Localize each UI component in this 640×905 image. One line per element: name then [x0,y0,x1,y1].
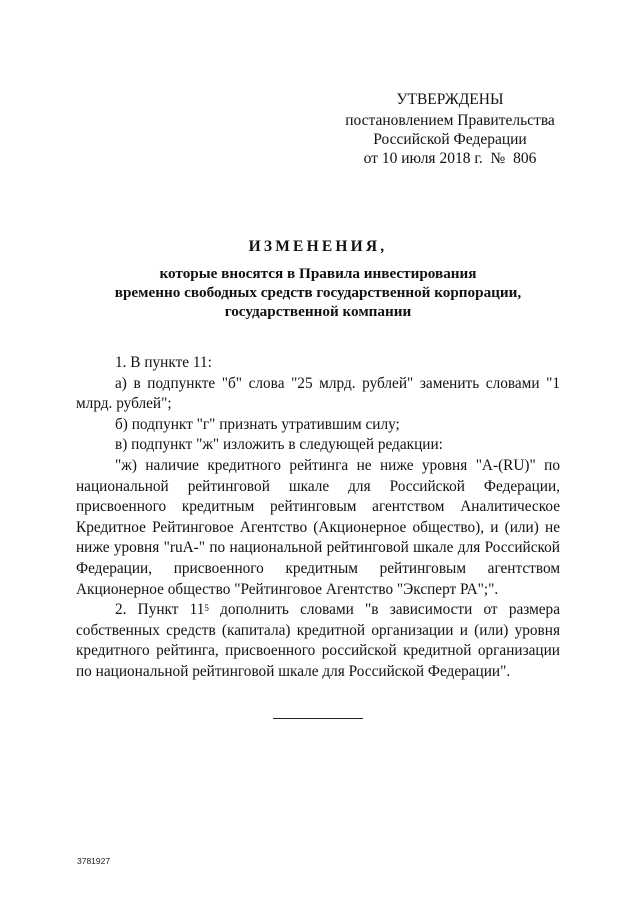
paragraph-5: "ж) наличие кредитного рейтинга не ниже уровня "A-(RU)" по национальной рейтинговой шкале для Российской Федерации, присвоенного кредитным рейтинговым агентством Аналитическое Кредитное Рейтинговое Агентство (Акционерное общество), и (или) не ниже уровня "ruA-" по национальной рейтинговой шкале для Российской Федерации, присвоенного кредитным рейтинговым агентством Акционерное общество "Рейтинговое Агентство "Эксперт РА";". [76,456,560,598]
paragraph-4: в) подпункт "ж" изложить в следующей редакции: [115,436,443,454]
paragraph-1: 1. В пункте 11: [115,354,212,371]
paragraph-6-superscript: 5 [204,603,209,614]
paragraph-6-rest: дополнить словами "в зависимости от размера собственных средств (капитала) кредитной организации и (или) уровня кредитного рейтинга, присвоенного российской кредитной организации по национальной рейтинговой шкале для Российской Федерации". [76,601,560,680]
paragraph-6-prefix: 2. Пункт 11 [115,601,205,619]
approval-date-line: от 10 июля 2018 г. № 806 [363,150,537,167]
paragraph-2: а) в подпункте "б" слова "25 млрд. рублей" заменить словами "1 млрд. рублей"; [76,374,560,413]
paragraph-6 [76,600,560,682]
subtitle-line-3: государственной компании [224,303,412,320]
paragraph-3: б) подпункт "г" признать утратившим силу; [115,415,400,433]
approval-line-2: Российской Федерации [373,131,527,148]
document-subtitle [76,264,560,321]
subtitle-line-1: которые вносятся в Правила инвестирования [159,265,477,282]
closing-divider [273,718,363,719]
approval-block [330,90,570,168]
document-body [76,353,560,683]
document-title: ИЗМЕНЕНИЯ, [248,238,388,255]
document-number: 3781927 [77,856,111,866]
approval-title: УТВЕРЖДЕНЫ [396,91,504,108]
subtitle-line-2: временно свободных средств государственной корпорации, [114,284,522,301]
approval-line-1: постановлением Правительства [345,112,555,129]
